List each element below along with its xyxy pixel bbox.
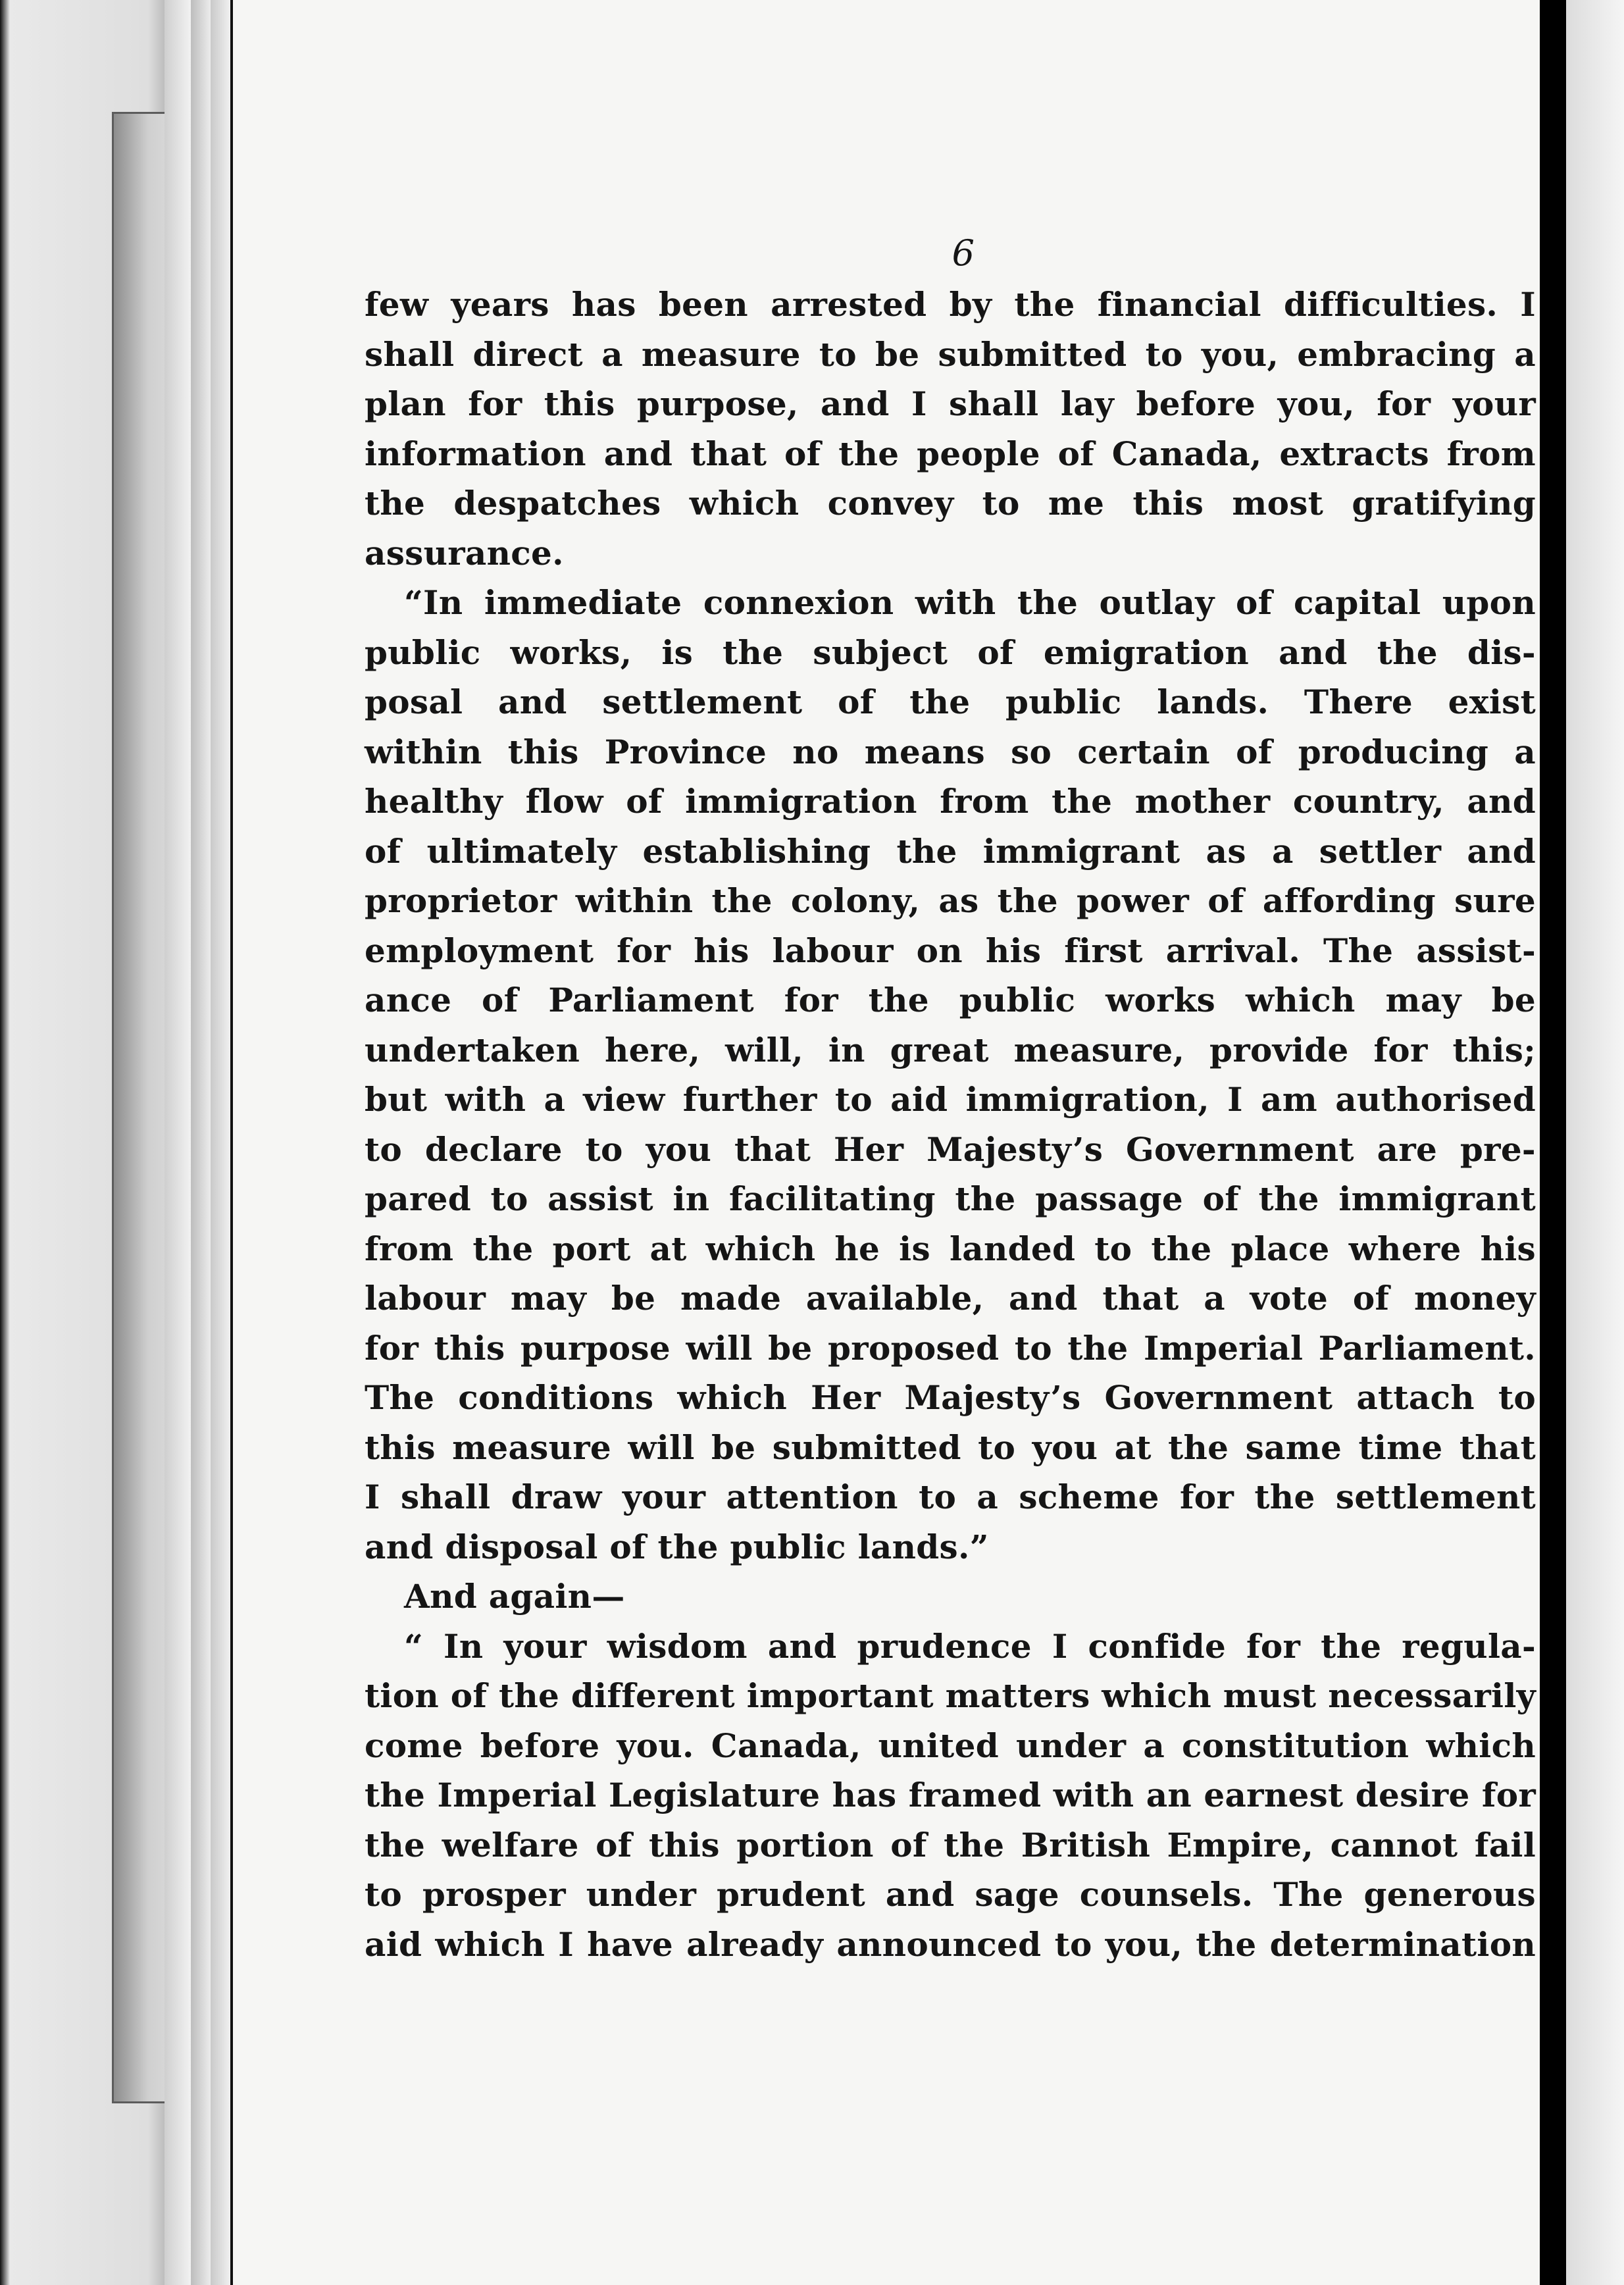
text-line: undertaken here, will, in great measure, provide for this; [365, 1030, 1536, 1069]
text-line: “ In your wisdom and prudence I confide for the regula- [404, 1626, 1536, 1666]
text-line: proprietor within the colony, as the power of affording sure [365, 881, 1536, 920]
text-line: pared to assist in facilitating the passage of the immigrant [365, 1179, 1536, 1218]
text-line: And again— [404, 1577, 625, 1616]
page-edge-stack [165, 0, 193, 2285]
text-line: labour may be made available, and that a vote of money [365, 1279, 1536, 1318]
facing-page-edge [1566, 0, 1624, 2285]
text-line: ance of Parliament for the public works which may be [365, 981, 1536, 1019]
text-line: “In immediate connexion with the outlay of capital upon [404, 583, 1536, 622]
text-line: employment for his labour on his first arrival. The assist- [365, 931, 1536, 970]
text-line: but with a view further to aid immigration, I am authorised [365, 1080, 1536, 1119]
page-number: 6 [952, 232, 975, 274]
text-line: The conditions which Her Majesty’s Government attach to [365, 1378, 1536, 1417]
text-line: the welfare of this portion of the British Empire, cannot fail [365, 1825, 1536, 1864]
text-line: of ultimately establishing the immigrant as a settler and [365, 831, 1536, 871]
text-line: information and that of the people of Canada, extracts from [365, 434, 1536, 473]
text-line: this measure will be submitted to you at the same time that [365, 1427, 1536, 1467]
text-line: healthy flow of immigration from the mother country, and [365, 782, 1536, 821]
page-edge-stack [191, 0, 213, 2285]
body-text [365, 227, 1536, 1969]
gutter-shadow [1540, 0, 1566, 2285]
text-line: to declare to you that Her Majesty’s Government are pre- [365, 1129, 1536, 1169]
text-line: and disposal of the public lands.” [365, 1527, 989, 1566]
text-line: posal and settlement of the public lands. There exist [365, 682, 1536, 721]
text-line: tion of the different important matters which must necessarily [365, 1676, 1536, 1715]
text-line: the Imperial Legislature has framed with an earnest desire for [365, 1776, 1536, 1814]
text-line: to prosper under prudent and sage counsels. The generous [365, 1875, 1536, 1914]
text-line: few years has been arrested by the financial difficulties. I [365, 285, 1536, 324]
text-line: come before you. Canada, united under a constitution which [365, 1726, 1536, 1765]
text-line: within this Province no means so certain of producing a [365, 732, 1536, 771]
text-line: assurance. [365, 533, 564, 573]
text-line: plan for this purpose, and I shall lay before you, for your [365, 384, 1536, 423]
book-page [230, 0, 1542, 2285]
text-line: shall direct a measure to be submitted to you, embracing a [365, 334, 1536, 374]
page-edge-stack [211, 0, 232, 2285]
text-line: public works, is the subject of emigration and the dis- [365, 632, 1536, 672]
text-line: I shall draw your attention to a scheme for the settlement [365, 1477, 1536, 1516]
text-line: the despatches which convey to me this most gratifying [365, 484, 1536, 523]
text-line: for this purpose will be proposed to the Imperial Parliament. [365, 1328, 1536, 1368]
text-line: aid which I have already announced to you, the determination [365, 1924, 1536, 1964]
text-line: from the port at which he is landed to the place where his [365, 1229, 1536, 1268]
